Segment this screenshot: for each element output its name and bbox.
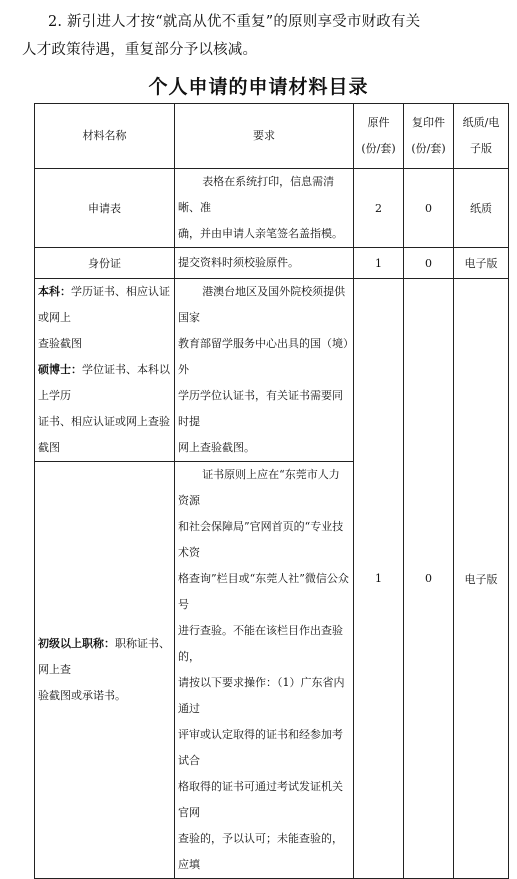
requirement-line: 格取得的证书可通过考试发证机关官网: [178, 780, 343, 819]
materials-table: [34, 103, 509, 879]
requirement-line: 表格在系统打印，信息需清晰、准: [178, 175, 335, 214]
cell-original-application-form: 2: [354, 169, 404, 248]
master-label: 硕博士：: [38, 363, 82, 376]
cell-requirement-title-cert: [175, 462, 354, 879]
header-format-line2: 子版: [470, 142, 492, 155]
header-format: [454, 104, 509, 169]
header-copy-line2: (份/套): [411, 142, 446, 155]
requirement-line: 确，并由申请人亲笔签名盖指模。: [178, 227, 343, 240]
master-text: 学位证书、本科以上学历: [38, 363, 170, 402]
cell-material-id-card: 身份证: [35, 248, 175, 279]
intro-line-1: 2. 新引进人才按“就高从优不重复”的原则享受市财政有关: [48, 14, 421, 30]
cell-format-application-form: 纸质: [454, 169, 509, 248]
cell-requirement-application-form: [175, 169, 354, 248]
title-cert-text: 职称证书、网上查: [38, 637, 170, 676]
table-row: [35, 279, 509, 462]
cell-requirement-degree: [175, 279, 354, 462]
bachelor-text: 学历证书、相应认证或网上: [38, 285, 170, 324]
table-header-row: [35, 104, 509, 169]
header-format-line1: 纸质/电: [462, 116, 500, 129]
requirement-line: 网上查验截图。: [178, 441, 255, 454]
cell-format-merged: 电子版: [454, 279, 509, 879]
cell-copy-application-form: 0: [404, 169, 454, 248]
cell-requirement-id-card: 提交资料时须校验原件。: [175, 248, 354, 279]
requirement-line: 港澳台地区及国外院校须提供国家: [178, 285, 346, 324]
cell-original-id-card: 1: [354, 248, 404, 279]
bachelor-text-2: 查验截图: [38, 337, 82, 350]
requirement-line: 格查询”栏目或“东莞人社”微信公众号: [178, 572, 349, 611]
requirement-line: 请按以下要求操作：（1）广东省内通过: [178, 676, 345, 715]
header-copy: [404, 104, 454, 169]
document-title: 个人申请的申请材料目录: [148, 76, 369, 98]
requirement-line: 查验的，予以认可；未能查验的，应填: [178, 832, 343, 871]
cell-format-id-card: 电子版: [454, 248, 509, 279]
cell-original-merged: 1: [354, 279, 404, 879]
cell-copy-id-card: 0: [404, 248, 454, 279]
requirement-line: 学历学位认证书，有关证书需要同时提: [178, 389, 343, 428]
requirement-line: 和社会保障局”官网首页的“专业技术资: [178, 520, 344, 559]
header-material: 材料名称: [35, 104, 175, 169]
cell-material-application-form: 申请表: [35, 169, 175, 248]
header-original-line2: (份/套): [361, 142, 396, 155]
title-cert-label: 初级以上职称：: [38, 637, 115, 650]
cell-material-title-cert: [35, 462, 175, 879]
intro-line-2: 人才政策待遇，重复部分予以核减。: [22, 42, 258, 58]
header-original-line1: 原件: [367, 116, 390, 129]
requirement-line: 评审或认定取得的证书和经参加考试合: [178, 728, 343, 767]
requirement-line: 进行查验。不能在该栏目作出查验的，: [178, 624, 343, 663]
table-row: [35, 169, 509, 248]
header-copy-line1: 复印件: [412, 116, 445, 129]
bachelor-label: 本科：: [38, 285, 71, 298]
header-requirement: 要求: [175, 104, 354, 169]
requirement-line: 证书原则上应在“东莞市人力资源: [178, 468, 340, 507]
intro-paragraph: [22, 8, 502, 64]
header-original: [354, 104, 404, 169]
title-cert-text-2: 验截图或承诺书。: [38, 689, 126, 702]
cell-material-degree: [35, 279, 175, 462]
requirement-line: 教育部留学服务中心出具的国（境）外: [178, 337, 349, 376]
table-row: [35, 248, 509, 279]
master-text-2: 证书、相应认证或网上查验截图: [38, 415, 170, 454]
cell-copy-merged: 0: [404, 279, 454, 879]
